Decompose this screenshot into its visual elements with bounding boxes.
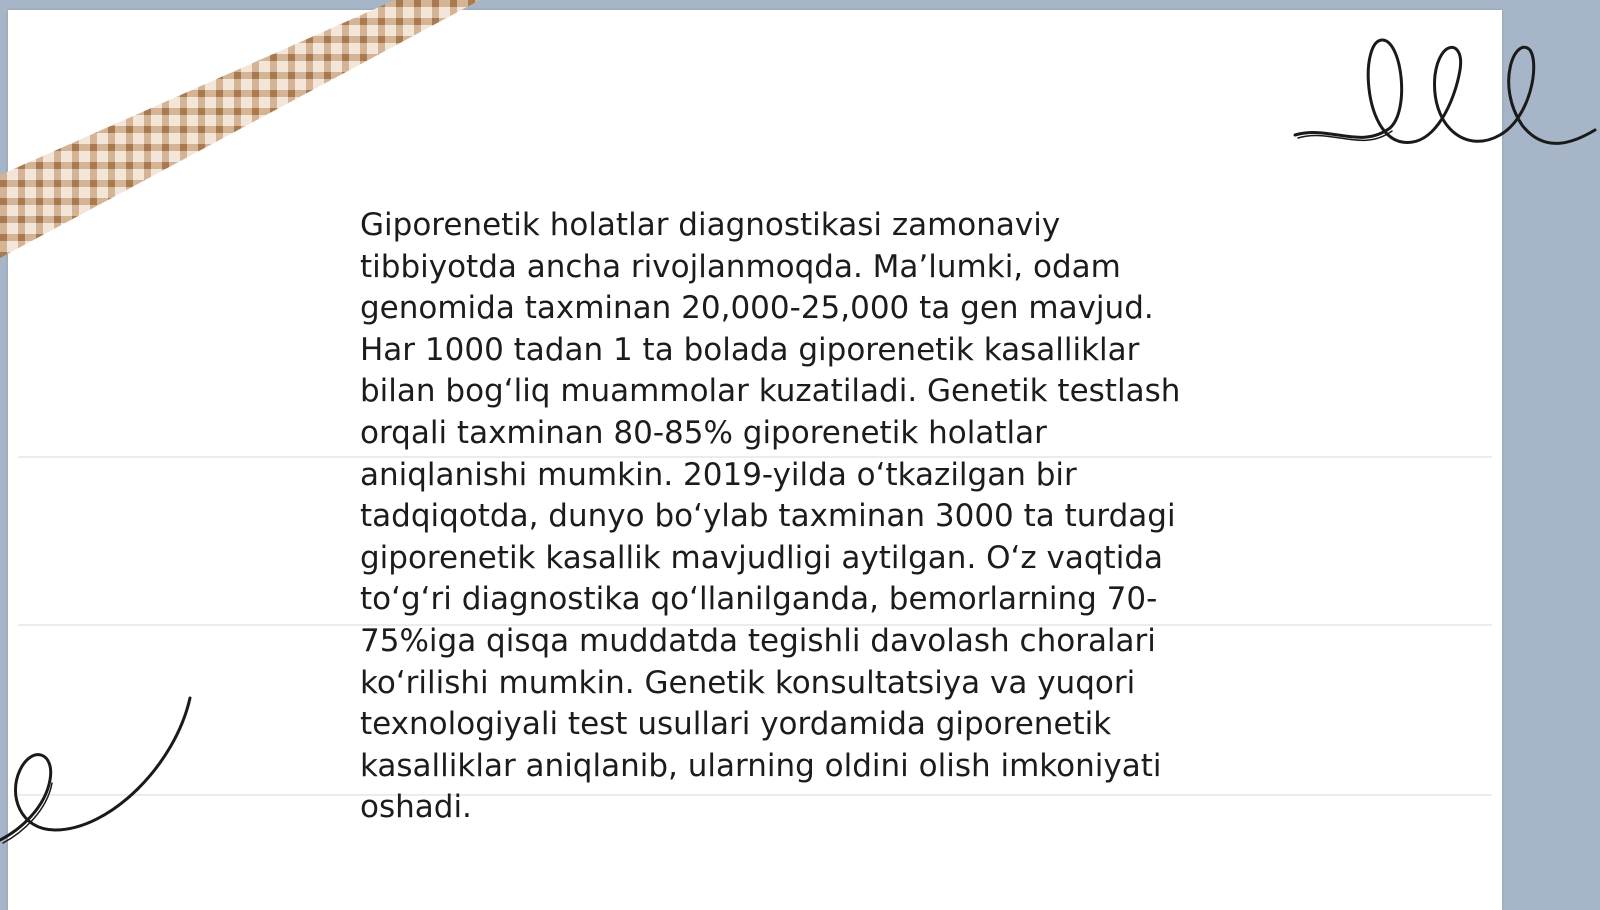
slide-body-text: Giporenetik holatlar diagnostikasi zamonaviy tibbiyotda ancha rivojlanmoqda. Ma’lumki, odam genomida taxminan 20,000-25,000 ta gen mavjud. Har 1000 tadan 1 ta bolada giporenetik kasalliklar bilan bogʻliq muammolar kuzatiladi. Genetik testlash orqali taxminan 80-85% giporenetik holatlar aniqlanishi mumkin. 2019-yilda oʻtkazilgan bir tadqiqotda, dunyo boʻylab taxminan 3000 ta turdagi giporenetik kasallik mavjudligi aytilgan. Oʻz vaqtida toʻgʻri diagnostika qoʻllanilganda, bemorlarning 70- 75%iga qisqa muddatda tegishli davolash choralari koʻrilishi mumkin. Genetik konsultatsiya va yuqori texnologiyali test usullari yordamida giporenetik kasalliklar aniqlanib, ularning oldini olish imkoniyati oshadi. <box>360 207 1181 826</box>
loop-squiggle-icon <box>1290 30 1600 160</box>
curl-squiggle-icon <box>0 690 200 850</box>
